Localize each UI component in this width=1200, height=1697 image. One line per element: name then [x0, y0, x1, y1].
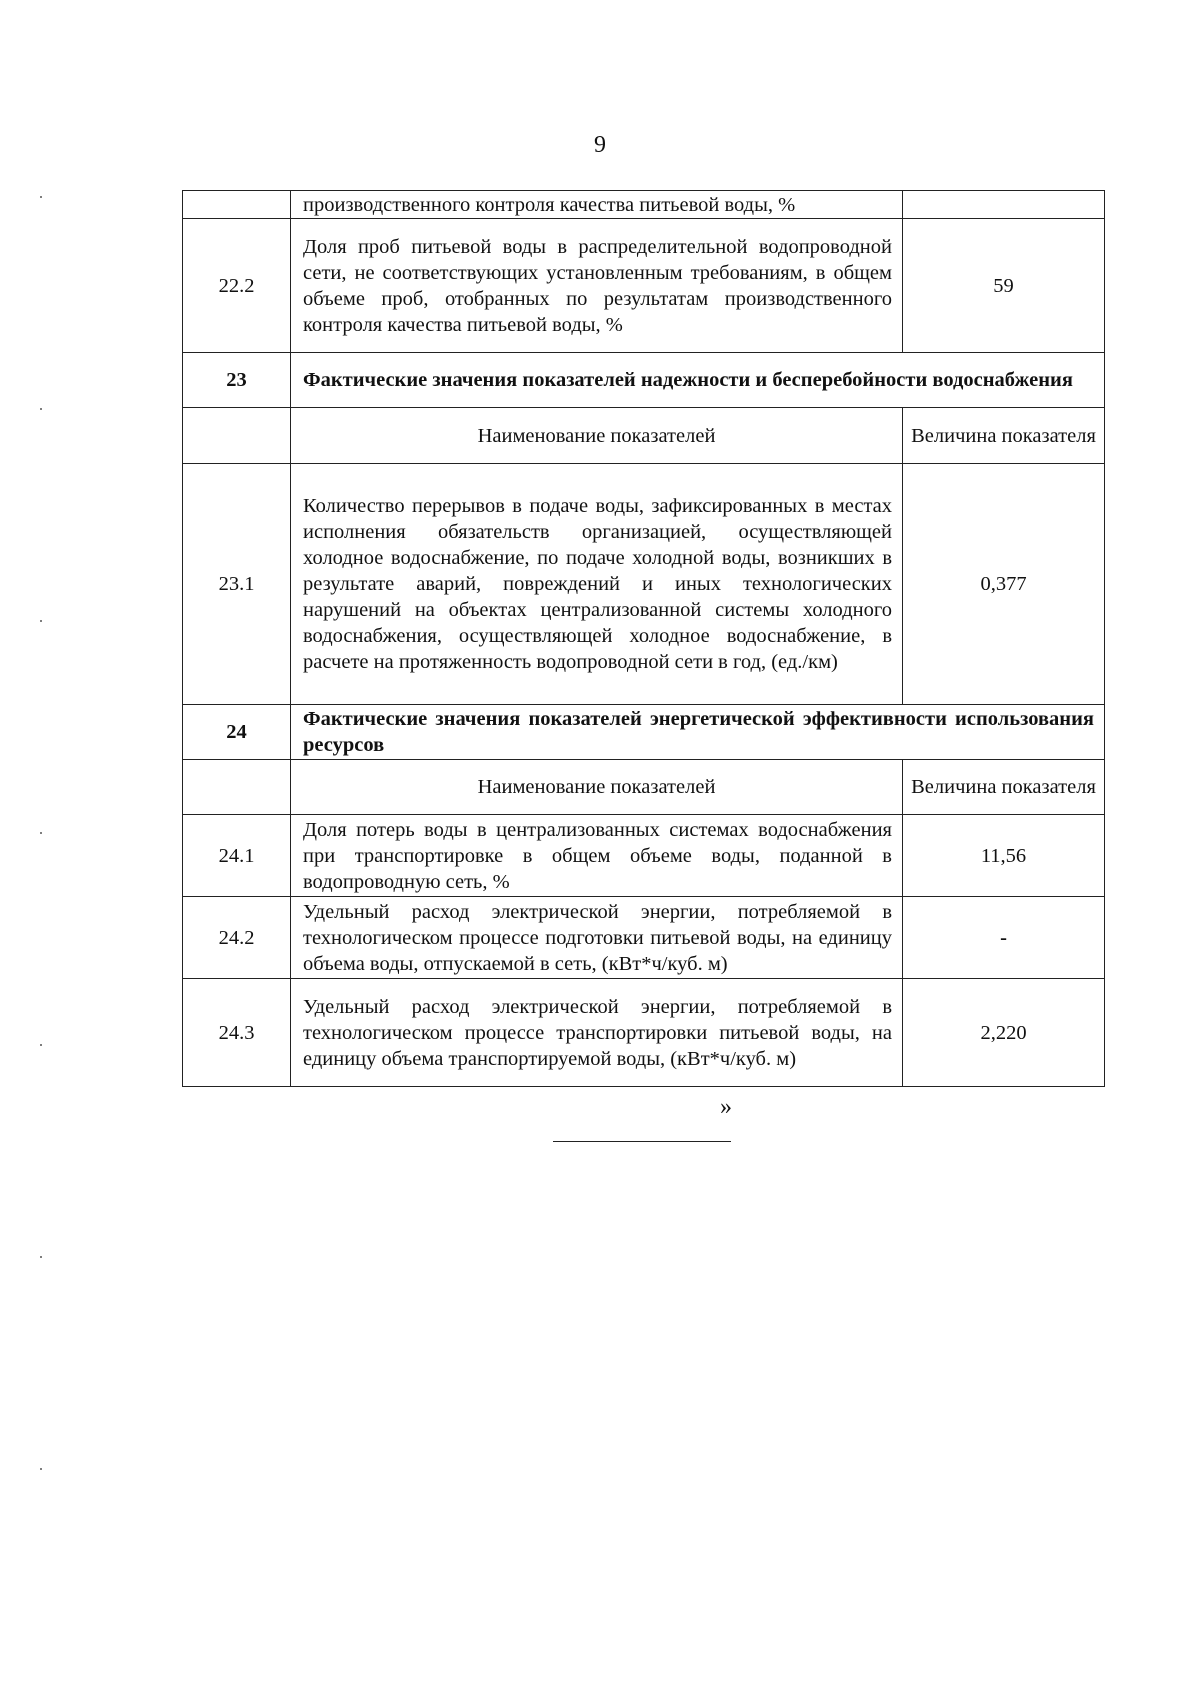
indicator-name: Доля проб питьевой воды в распределительной водопроводной сети, не соответствующих установленным требованиям, в общем объеме проб, отобранных по результатам производственного контроля качества питьевой воды, %	[291, 219, 903, 353]
section-number: 23	[183, 353, 291, 408]
column-header-value: Величина показателя	[903, 408, 1105, 464]
indicator-value: 2,220	[903, 979, 1105, 1087]
table-row	[183, 219, 1105, 353]
row-number: 23.1	[183, 464, 291, 705]
closing-quote-mark: »	[720, 1094, 732, 1120]
indicator-name: Удельный расход электрической энергии, потребляемой в технологическом процессе подготовки питьевой воды, на единицу объема воды, отпускаемой в сеть, (кВт*ч/куб. м)	[291, 897, 903, 979]
column-header-row	[183, 408, 1105, 464]
column-header-value: Величина показателя	[903, 760, 1105, 815]
indicator-value: 0,377	[903, 464, 1105, 705]
scan-speck	[40, 408, 42, 410]
indicators-table	[182, 190, 1105, 1087]
indicator-value: 11,56	[903, 815, 1105, 897]
indicator-name: Удельный расход электрической энергии, потребляемой в технологическом процессе транспортировки питьевой воды, на единицу объема транспортируемой воды, (кВт*ч/куб. м)	[291, 979, 903, 1087]
column-header-row	[183, 760, 1105, 815]
table-row	[183, 897, 1105, 979]
indicator-name: Количество перерывов в подаче воды, зафиксированных в местах исполнения обязательств организацией, осуществляющей холодное водоснабжение, по подаче холодной воды, возникших в результате аварий, повреждений и иных технологических нарушений на объектах централизованной системы холодного водоснабжения, осуществляющей холодное водоснабжение, в расчете на протяженность водопроводной сети в год, (ед./км)	[291, 464, 903, 705]
row-number: 24.1	[183, 815, 291, 897]
indicator-name: Доля потерь воды в централизованных системах водоснабжения при транспортировке в общем объеме воды, поданной в водопроводную сеть, %	[291, 815, 903, 897]
scan-speck	[40, 620, 42, 622]
scan-speck	[40, 196, 42, 198]
row-number	[183, 408, 291, 464]
section-row	[183, 705, 1105, 760]
row-number	[183, 760, 291, 815]
section-title: Фактические значения показателей энергетической эффективности использования ресурсов	[291, 705, 1105, 760]
table-row	[183, 191, 1105, 219]
scan-speck	[40, 1256, 42, 1258]
end-divider-line	[553, 1141, 731, 1142]
table-row	[183, 979, 1105, 1087]
section-row	[183, 353, 1105, 408]
section-number: 24	[183, 705, 291, 760]
indicator-value: 59	[903, 219, 1105, 353]
table-row	[183, 464, 1105, 705]
column-header-name: Наименование показателей	[291, 408, 903, 464]
table-row	[183, 815, 1105, 897]
row-number: 22.2	[183, 219, 291, 353]
scan-speck	[40, 1044, 42, 1046]
section-title: Фактические значения показателей надежности и бесперебойности водоснабжения	[291, 353, 1105, 408]
indicator-value	[903, 191, 1105, 219]
row-number: 24.2	[183, 897, 291, 979]
row-number: 24.3	[183, 979, 291, 1087]
indicator-value: -	[903, 897, 1105, 979]
indicator-name: производственного контроля качества питьевой воды, %	[291, 191, 903, 219]
scan-speck	[40, 1468, 42, 1470]
page-number: 9	[594, 132, 606, 158]
scan-speck	[40, 832, 42, 834]
row-number	[183, 191, 291, 219]
column-header-name: Наименование показателей	[291, 760, 903, 815]
